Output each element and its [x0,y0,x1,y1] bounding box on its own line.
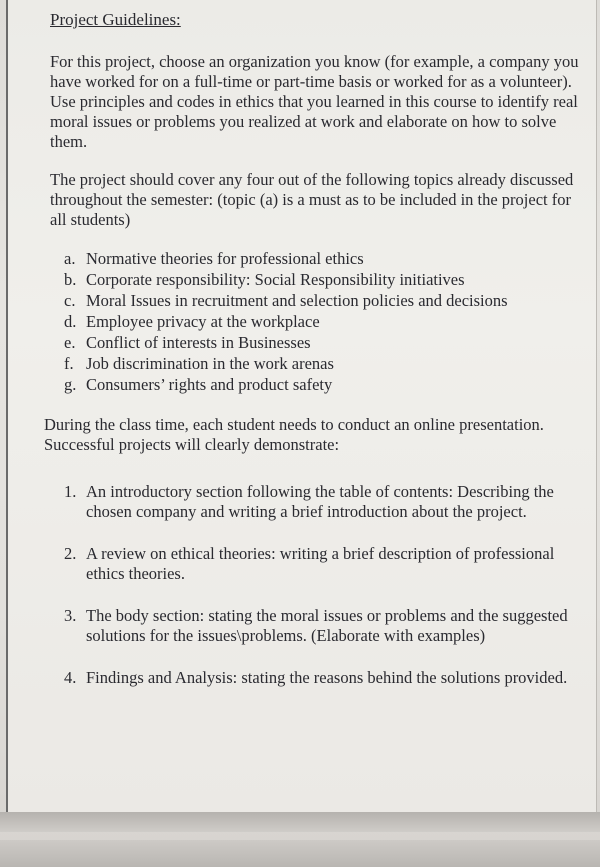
topics-paragraph: The project should cover any four out of the following topics already discussed throughout the semester: (topic (a) is a must as to be included in the project for all students) [50,170,574,229]
list-item [64,311,587,332]
page-title: Project Guidelines: [50,10,181,29]
list-marker: g. [64,375,77,394]
list-marker: 2. [64,544,77,563]
document-page [6,0,597,814]
list-marker: e. [64,333,76,352]
list-marker: a. [64,249,76,268]
list-item [64,668,587,688]
list-marker: f. [64,354,74,373]
document-content [42,10,587,688]
list-item [64,374,587,395]
list-item-text: Consumers’ rights and product safety [86,375,333,394]
list-item-text: Findings and Analysis: stating the reasons behind the solutions provided. [86,668,568,687]
presentation-note: During the class time, each student needs to conduct an online presentation. [44,415,544,434]
list-marker: 1. [64,482,77,501]
page-shadow [0,812,600,832]
instructions-paragraph: For this project, choose an organization you know (for example, a company you have worked for on a full-time or part-time basis or worked for as a volunteer). Use principles and codes in ethics that you learned in this course to identify real moral issues or problems you realized at work and elaborate on how to solve them. [50,52,579,151]
topics-list [42,248,587,395]
list-item [64,482,587,522]
list-marker: c. [64,291,76,310]
list-item [64,290,587,311]
list-item [64,353,587,374]
success-criteria-intro [44,415,587,454]
list-item [64,332,587,353]
list-item-text: Normative theories for professional ethics [86,249,364,268]
list-item [64,544,587,584]
success-intro: Successful projects will clearly demonstrate: [44,434,340,454]
list-marker: 3. [64,606,77,625]
list-item [64,248,587,269]
requirements-list [42,482,587,688]
list-item-text: The body section: stating the moral issues or problems and the suggested solutions for the issues\problems. (Elaborate with examples) [86,606,568,645]
list-item-text: Conflict of interests in Businesses [86,333,311,352]
list-item-text: Job discrimination in the work arenas [86,354,334,373]
screen-bezel [0,840,600,867]
list-item-text: Employee privacy at the workplace [86,312,320,331]
list-item [64,269,587,290]
list-item-text: An introductory section following the table of contents: Describing the chosen company and writing a brief introduction about the project. [86,482,554,521]
list-item-text: Moral Issues in recruitment and selection policies and decisions [86,291,508,310]
list-item-text: A review on ethical theories: writing a brief description of professional ethics theories. [86,544,555,583]
list-marker: b. [64,270,77,289]
list-marker: 4. [64,668,77,687]
list-item [64,606,587,646]
list-marker: d. [64,312,77,331]
list-item-text: Corporate responsibility: Social Responsibility initiatives [86,270,465,289]
